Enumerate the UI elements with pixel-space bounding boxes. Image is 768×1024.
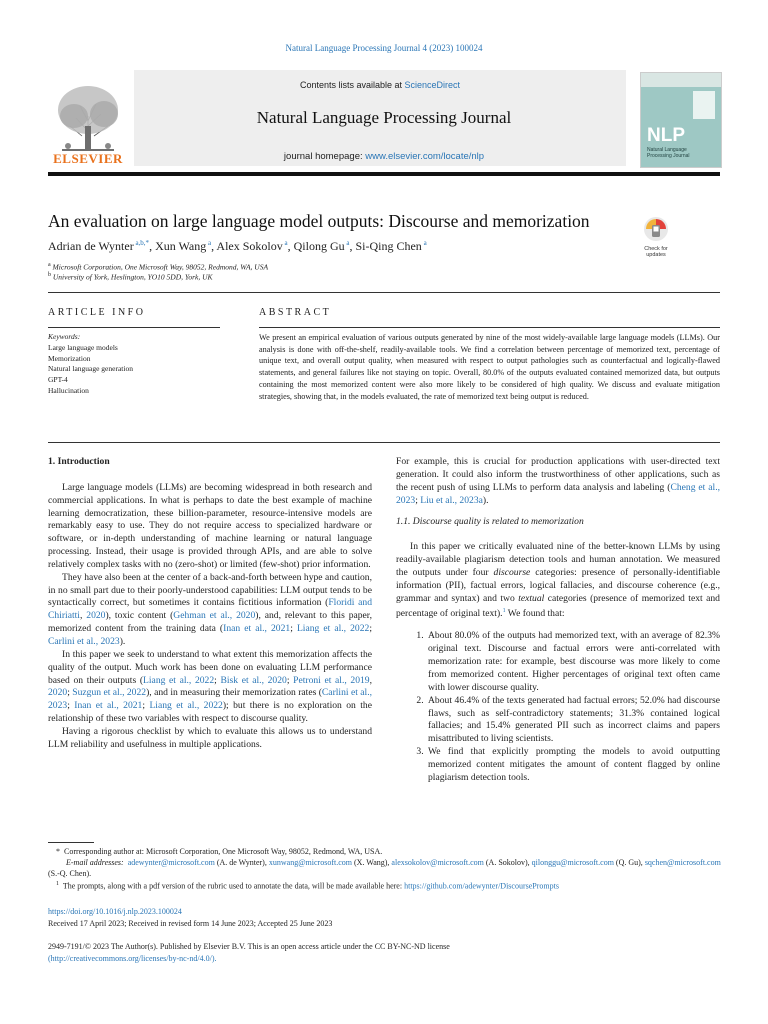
abstract-text: We present an empirical evaluation of various outputs generated by nine of the most widely-available large language models (LLMs). Our analysis is done with off-the-shelf, readily-available tools. We find a correlation between percentage of memorized text, percentage of unique text, and overall output quality, when measured with respect to output pathologies such as counterfactual and logically-flawed statements, and general failures like not staying on topic. Overall, 80.0% of the outputs evaluated contained memorized data, but outputs containing the most memorized content were also more likely to be considered of high quality. We discuss and evaluate mitigation strategies, showing that, in the models evaluated, the rate of memorized text being output is reduced. [259, 333, 720, 401]
sciencedirect-link[interactable]: ScienceDirect [404, 80, 461, 90]
abstract-rule [259, 327, 720, 328]
finding-item: 1. About 80.0% of the outputs had memorized text, with an average of 82.3% original text. Discourse and factual errors were anti-correlated with memorization rate: for example, best discourse was more likely to come from memorized content. Higher percentages of original text often came with lower discourse quality. [426, 630, 720, 694]
license-link[interactable]: (http://creativecommons.org/licenses/by-nc-nd/4.0/). [48, 954, 217, 963]
email-link[interactable]: xunwang@microsoft.com [268, 858, 352, 867]
keywords-block [48, 332, 218, 397]
author-name[interactable]: Qilong Gu [293, 239, 345, 253]
keyword-item: GPT-4 [48, 375, 68, 385]
cover-top-band [641, 73, 721, 87]
author-name[interactable]: Si-Qing Chen [355, 239, 422, 253]
email-link[interactable]: sqchen@microsoft.com [644, 858, 721, 867]
author-affiliation-mark[interactable]: a [344, 239, 350, 247]
citation-link[interactable]: 2020 [48, 687, 68, 699]
citation-link[interactable]: Bisk et al., 2020 [220, 674, 287, 686]
author-affiliation-mark[interactable]: a [206, 239, 212, 247]
author-name[interactable]: Xun Wang [155, 239, 207, 253]
paper-title: An evaluation on large language model outputs: Discourse and memorization [48, 211, 590, 231]
author-list [48, 239, 648, 254]
citation-link[interactable]: Floridi and Chiriatti [48, 597, 373, 622]
author-separator: , [149, 239, 156, 253]
intro-paragraph-2: They have also been at the center of a back-and-forth between hype and caution, in no small part due to their poorly-understood capabilities: LLM output tends to be syntactically correct, but sometimes it contains fictitious information (Floridi and Chiriatti, 2020), toxic content (Gehman et al., 2020), and, relevant to this paper, memorized content from the training data (Inan et al., 2021; Liang et al., 2022; Carlini et al., 2023). [48, 571, 373, 647]
header-divider [48, 172, 720, 176]
citation-link[interactable]: Gehman et al., 2020 [173, 610, 256, 622]
left-column [48, 456, 372, 752]
journal-title: Natural Language Processing Journal [256, 108, 512, 127]
keywords-label: Keywords: [48, 332, 81, 341]
email-footnote: E-mail addresses: adewynter@microsoft.com (A. de Wynter), xunwang@microsoft.com (X. Wang), alexsokolov@microsoft.com (A. Sokolov), qilonggu@microsoft.com (Q. Gu), sqchen@microsoft.com (S.-Q. Chen). [48, 858, 721, 878]
affiliation-b: $^b$ University of York, Heslington, YO10 5DD, York, UK [48, 272, 213, 282]
check-updates-label-1: Check for [644, 246, 668, 252]
citation-link[interactable]: Liang et al., 2022 [143, 674, 215, 686]
author-separator: , [287, 239, 294, 253]
journal-citation-link[interactable]: Natural Language Processing Journal 4 (2023) 100024 [285, 43, 483, 53]
keyword-item: Natural language generation [48, 364, 133, 374]
keyword-item: Memorization [48, 353, 91, 363]
right-paragraph-2: In this paper we critically evaluated nine of the better-known LLMs by using readily-available plagiarism detection tools and human annotation. We measured the outputs under four discourse categories: presence of personally-identifiable information (PII), factual errors, logical fallacies, and discourse coherence (e.g., grammar and syntax) and two textual categories (presence of memorized text and percentage of original text).$^1$ We found that: [396, 541, 720, 620]
citation-link[interactable]: 2020 [86, 610, 106, 622]
article-info-rule [48, 327, 220, 328]
footnote-1-ref[interactable]: 1 [502, 608, 506, 615]
intro-paragraph-1: Large language models (LLMs) are becoming widespread in both research and commercial applications. In what is perhaps to date the best example of machine learning democratization, these billion-parameter, resource-intensive models are remarkably easy to use. They do not require access to specialized hardware or software, or in-depth understanding of machine learning or natural language processing. Instead, their usage is provided through APIs, and are able to solve relatively complex tasks with no (zero-shot) or limited (few-shot) prior information. [48, 481, 372, 570]
citation-link[interactable]: Liang et al., 2022 [296, 623, 370, 635]
abstract-heading: ABSTRACT [259, 307, 332, 318]
citation-link[interactable]: Carlini et al., 2023 [48, 687, 372, 712]
footnote-1: $^1$ The prompts, along with a pdf version of the rubric used to annotate the data, will be made available here: https://github.com/adewynter/DiscoursePrompts [56, 881, 559, 891]
received-dates: Received 17 April 2023; Received in revised form 14 June 2023; Accepted 25 June 2023 [48, 919, 333, 928]
subsection-heading: 1.1. Discourse quality is related to memorization [396, 516, 584, 528]
contents-available-line: Contents lists available at ScienceDirect [299, 80, 461, 90]
author-affiliation-mark[interactable]: a,b,* [133, 239, 150, 247]
keyword-item: Hallucination [48, 385, 89, 395]
intro-paragraph-3: In this paper we seek to understand to what extent this memorization affects the quality of the output. Much work has been done on evaluating LLM performance based on their outputs (Liang et al., 2022; Bisk et al., 2020; Petroni et al., 2019, 2020; Suzgun et al., 2022), and in measuring their memorization rates (Carlini et al., 2023; Inan et al., 2021; Liang et al., 2022); but there is no exploration on the relationship of these two variables with respect to discourse quality. [48, 648, 372, 725]
author-separator: , [349, 239, 356, 253]
email-link[interactable]: alexsokolov@microsoft.com [391, 858, 484, 867]
citation-link[interactable]: Inan et al., 2021 [223, 623, 291, 635]
keyword-item: Large language models [48, 342, 118, 352]
right-column [396, 456, 720, 785]
citation-link[interactable]: Petroni et al., 2019 [293, 674, 370, 686]
finding-item: 2. About 46.4% of the texts generated had factual errors; 52.0% had discourse flaws, such as self-contradictory statements; 31.3% contained logical fallacies; and 15.4% generated PII such as incorrect claims and papers misattributed to living scientists. [426, 695, 720, 746]
check-for-updates-icon[interactable] [638, 214, 674, 262]
section-heading-introduction: 1. Introduction [48, 456, 110, 467]
citation-link[interactable]: Inan et al., 2021 [74, 700, 143, 712]
email-link[interactable]: qilonggu@microsoft.com [531, 858, 614, 867]
doi-link[interactable]: https://doi.org/10.1016/j.nlp.2023.100024 [48, 907, 182, 916]
author-name[interactable]: Adrian de Wynter [48, 239, 134, 253]
check-updates-label-2: updates [646, 252, 666, 258]
elsevier-wordmark: ELSEVIER [53, 151, 123, 166]
citation-link[interactable]: Liu et al., 2023a [420, 494, 483, 506]
journal-homepage-line: journal homepage: www.elsevier.com/locate/nlp [283, 151, 485, 162]
title-divider [48, 292, 720, 293]
citation-link[interactable]: Liang et al., 2022 [149, 700, 223, 712]
corresponding-author-footnote: * Corresponding author at: Microsoft Corporation, One Microsoft Way, 98052, Redmond, WA, USA. [56, 847, 383, 856]
cover-badge [693, 91, 715, 119]
finding-item: 3. We find that explicitly prompting the models to avoid outputting memorized content mitigates the amount of content flagged by online plagiarism detection tools. [426, 746, 720, 785]
footnote-divider [48, 842, 94, 843]
cover-title: NLP [647, 125, 685, 146]
intro-paragraph-4: Having a rigorous checklist by which to evaluate this allows us to understand LLM reliability and usefulness in multiple applications. [48, 725, 372, 750]
author-separator: , [211, 239, 217, 253]
right-paragraph-1: For example, this is crucial for production applications with user-directed text generation. It could also inform the trustworthiness of other applications, such as the recent push of using LLMs to perform data analysis and labeling (Cheng et al., 2023; Liu et al., 2023a). [396, 456, 720, 506]
github-link[interactable]: https://github.com/adewynter/DiscoursePrompts [404, 881, 559, 891]
abstract-divider [48, 442, 720, 443]
author-name[interactable]: Alex Sokolov [216, 239, 283, 253]
email-link[interactable]: adewynter@microsoft.com [127, 858, 215, 867]
journal-cover-thumbnail[interactable] [640, 72, 722, 168]
cover-subtitle: Natural Language Processing Journal [647, 147, 690, 159]
citation-link[interactable]: Cheng et al., 2023 [396, 481, 720, 506]
citation-link[interactable]: Suzgun et al., 2022 [72, 687, 147, 699]
author-affiliation-mark[interactable]: a [421, 239, 427, 247]
license-statement: 2949-7191/© 2023 The Author(s). Published by Elsevier B.V. This is an open access article under the CC BY-NC-ND license [48, 942, 450, 951]
citation-link[interactable]: Carlini et al., 2023 [48, 635, 120, 647]
affiliation-a: $^a$ Microsoft Corporation, One Microsoft Way, 98052, Redmond, WA, USA [48, 262, 269, 272]
article-info-heading: ARTICLE INFO [48, 307, 146, 318]
journal-homepage-link[interactable]: www.elsevier.com/locate/nlp [365, 151, 485, 162]
author-affiliation-mark[interactable]: a [282, 239, 288, 247]
findings-list [396, 630, 720, 784]
